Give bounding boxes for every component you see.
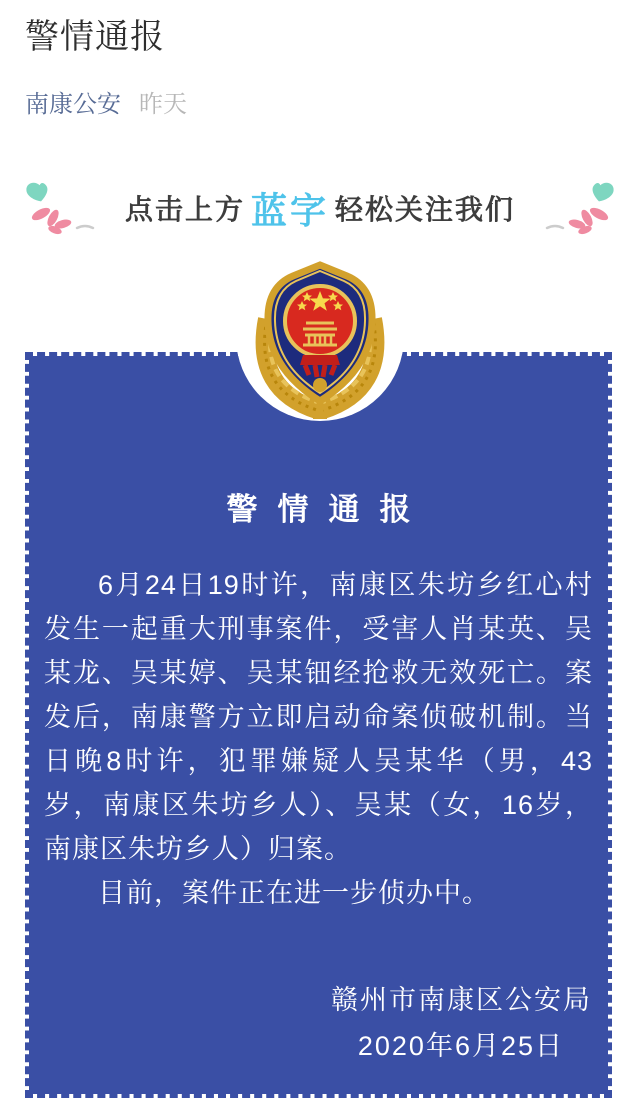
- heart-petals-decoration-icon: [19, 178, 111, 238]
- publish-date: 昨天: [139, 91, 187, 118]
- follow-banner-text: [125, 183, 515, 234]
- follow-prefix: 点击上方: [124, 194, 245, 225]
- follow-suffix: 轻松关注我们: [335, 194, 516, 225]
- police-emblem-icon: [245, 261, 395, 419]
- author-link[interactable]: 南康公安: [25, 91, 121, 118]
- notice-paragraph: 目前，案件正在进一步侦办中。: [98, 878, 490, 908]
- notice-body: [29, 563, 608, 915]
- notice-box: [25, 352, 612, 1098]
- heart-petals-decoration-icon: [529, 178, 621, 238]
- notice-signature-block: [29, 977, 608, 1069]
- blue-word-highlight: 蓝字: [250, 189, 329, 231]
- article-meta: [25, 90, 187, 120]
- signature-agency: 赣州市南康区公安局: [331, 985, 592, 1015]
- signature-date: 2020年6月25日: [357, 1031, 564, 1061]
- notice-title: 警情通报: [226, 492, 431, 527]
- page-title: 警情通报: [25, 18, 165, 56]
- notice-paragraph: 6月24日19时许，南康区朱坊乡红心村发生一起重大刑事案件，受害人肖某英、吴某龙、吴某婷、吴某钿经抢救无效死亡。案发后，南康警方立即启动命案侦破机制。当日晚8时许，犯罪嫌疑人吴某华（男，43岁，南康区朱坊乡人）、吴某（女，16岁，南康区朱坊乡人）归案。: [44, 570, 593, 864]
- follow-banner: [0, 176, 640, 240]
